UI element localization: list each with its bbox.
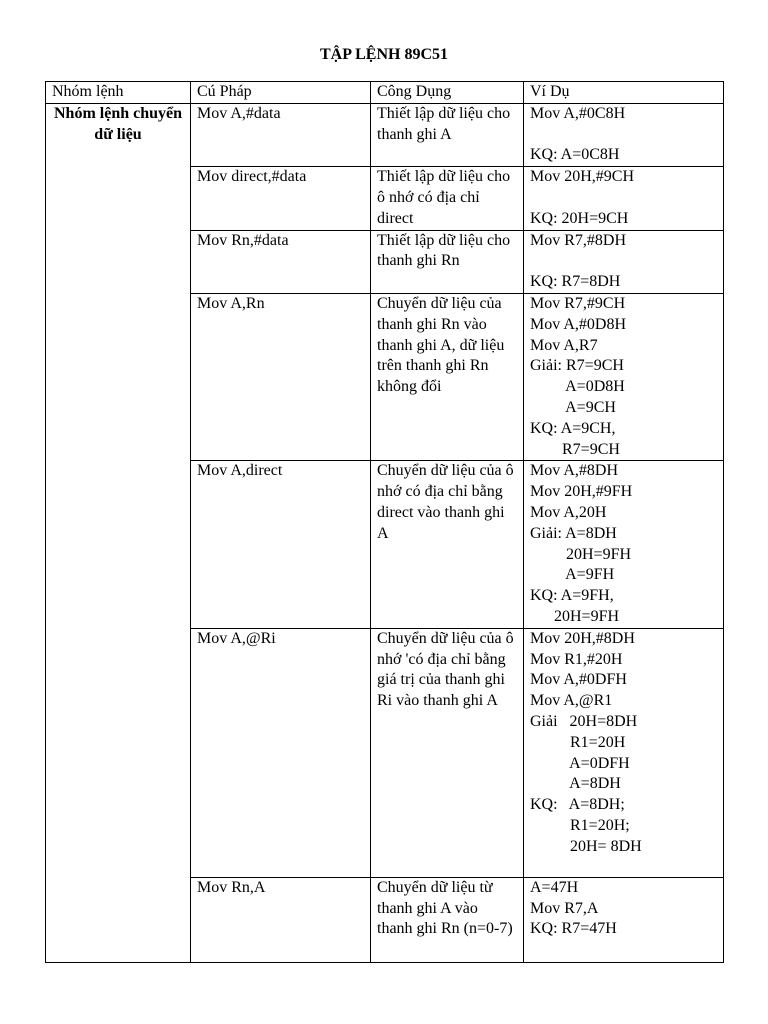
example-line: Giải 20H=8DH <box>530 712 638 730</box>
table-row <box>46 103 724 166</box>
example-line: A=0D8H <box>530 378 625 396</box>
example-line <box>530 251 717 272</box>
example-line: Giải: A=8DH <box>530 524 617 542</box>
example-line: Mov A,20H <box>530 503 607 521</box>
example-cell <box>524 461 724 628</box>
example-line: KQ: R7=47H <box>530 920 617 938</box>
example-line: KQ: A=8DH; <box>530 796 625 814</box>
example-line: KQ: A=0C8H <box>530 146 620 164</box>
usage-cell: Thiết lập dữ liệu cho thanh ghi Rn <box>371 230 524 293</box>
usage-cell: Chuyển dữ liệu từ thanh ghi A vào thanh ghi Rn (n=0-7) <box>371 877 524 962</box>
usage-cell: Chuyển dữ liệu của ô nhớ 'có địa chỉ bằng giá trị của thanh ghi Ri vào thanh ghi A <box>371 628 524 877</box>
example-cell <box>524 103 724 166</box>
example-line: KQ: A=9FH, <box>530 587 614 605</box>
example-line: A=8DH <box>530 775 621 793</box>
example-line: A=0DFH <box>530 754 630 772</box>
usage-cell: Chuyển dữ liệu của thanh ghi Rn vào thanh ghi A, dữ liệu trên thanh ghi Rn không đổi <box>371 293 524 460</box>
syntax-cell: Mov direct,#data <box>191 167 371 230</box>
document-title: TẬP LỆNH 89C51 <box>319 46 448 63</box>
example-line: Mov A,#0DFH <box>530 671 627 689</box>
example-line: A=9CH <box>530 398 616 416</box>
example-line: Mov A,R7 <box>530 336 598 354</box>
example-line: Mov 20H,#9CH <box>530 168 635 186</box>
example-line: Mov A,@R1 <box>530 692 613 710</box>
example-line: Giải: R7=9CH <box>530 357 624 375</box>
example-line: 20H= 8DH <box>530 837 642 855</box>
example-line: Mov 20H,#8DH <box>530 629 635 647</box>
example-line <box>530 188 717 209</box>
example-line: R7=9CH <box>530 440 620 458</box>
example-line: KQ: 20H=9CH <box>530 209 629 227</box>
syntax-cell: Mov A,#data <box>191 103 371 166</box>
example-cell <box>524 293 724 460</box>
example-line: R1=20H <box>530 733 626 751</box>
example-line: Mov A,#0D8H <box>530 315 627 333</box>
example-line: A=47H <box>530 878 579 896</box>
instruction-table <box>45 81 724 963</box>
header-example: Ví Dụ <box>524 82 724 104</box>
example-line: R1=20H; <box>530 816 630 834</box>
example-line: KQ: R7=8DH <box>530 273 621 291</box>
syntax-cell: Mov A,Rn <box>191 293 371 460</box>
example-line: Mov R7,#8DH <box>530 231 627 249</box>
usage-cell: Chuyển dữ liệu của ô nhớ có địa chỉ bằng direct vào thanh ghi A <box>371 461 524 628</box>
example-line: Mov R7,#9CH <box>530 294 626 312</box>
syntax-cell: Mov Rn,A <box>191 877 371 962</box>
example-line: 20H=9FH <box>530 607 620 625</box>
example-line: Mov 20H,#9FH <box>530 483 633 501</box>
table-header-row <box>46 82 724 104</box>
example-line: A=9FH <box>530 566 615 584</box>
example-line: Mov R7,A <box>530 899 599 917</box>
example-line: Mov R1,#20H <box>530 650 623 668</box>
example-line: KQ: A=9CH, <box>530 419 616 437</box>
example-cell <box>524 877 724 962</box>
syntax-cell: Mov A,direct <box>191 461 371 628</box>
syntax-cell: Mov Rn,#data <box>191 230 371 293</box>
usage-cell: Thiết lập dữ liệu cho thanh ghi A <box>371 103 524 166</box>
header-syntax: Cú Pháp <box>191 82 371 104</box>
example-line: Mov A,#8DH <box>530 462 619 480</box>
group-label: Nhóm lệnh chuyển dữ liệu <box>46 103 191 962</box>
example-line: Mov A,#0C8H <box>530 104 626 122</box>
header-group: Nhóm lệnh <box>46 82 191 104</box>
example-cell <box>524 167 724 230</box>
usage-cell: Thiết lập dữ liệu cho ô nhớ có địa chỉ direct <box>371 167 524 230</box>
header-usage: Công Dụng <box>371 82 524 104</box>
syntax-cell: Mov A,@Ri <box>191 628 371 877</box>
example-cell <box>524 230 724 293</box>
example-line: 20H=9FH <box>530 545 632 563</box>
example-line <box>530 125 717 146</box>
example-cell <box>524 628 724 877</box>
